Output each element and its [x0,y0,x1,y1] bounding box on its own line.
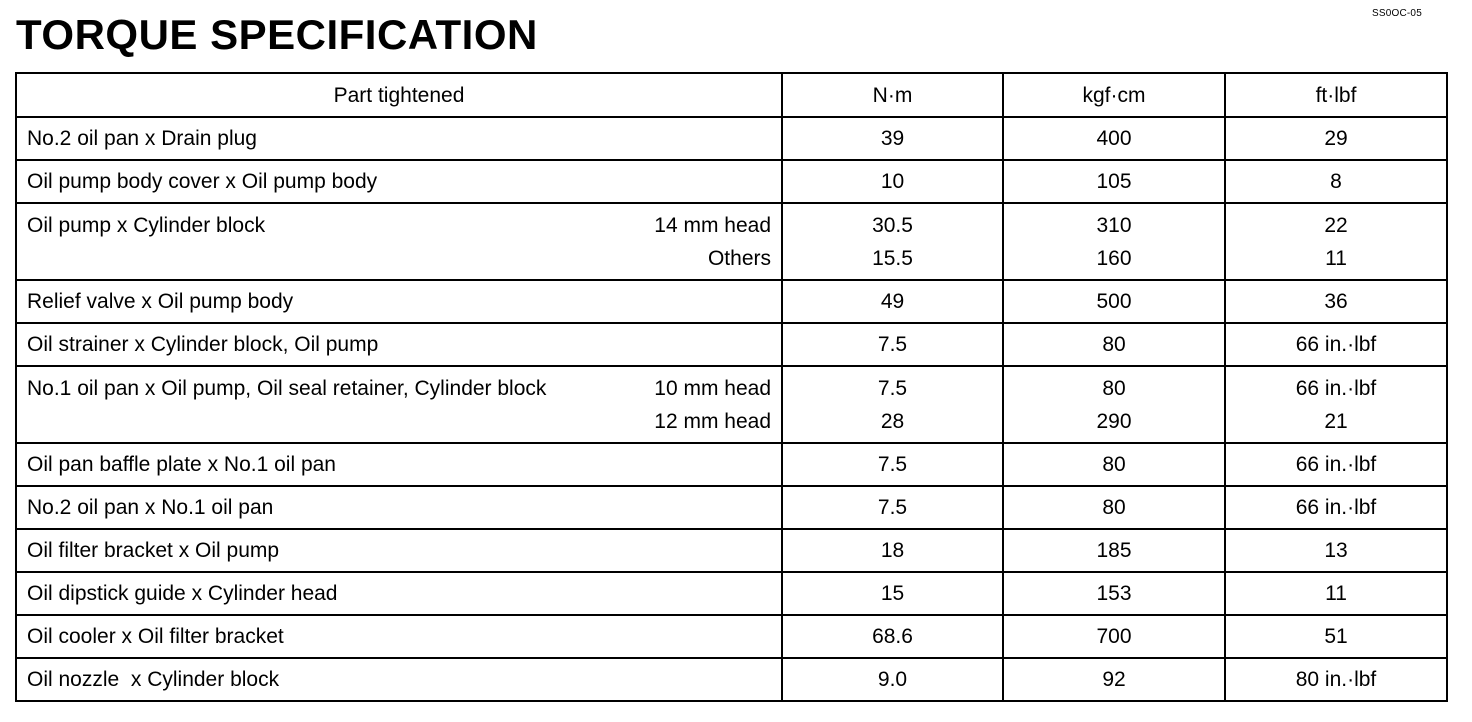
ftlbf-value: 66 in.·lbf [1295,376,1377,400]
kgfcm-value-cell [1003,366,1225,443]
doc-code: SS0OC-05 [1372,8,1422,19]
kgfcm-value-cell [1003,615,1225,658]
part-cell [16,280,782,323]
ftlbf-value-cell [1225,443,1447,486]
nm-value: 9.0 [877,668,908,691]
ftlbf-value-cell [1225,615,1447,658]
table-row [16,323,1447,366]
nm-value: 15.5 [872,246,913,270]
kgfcm-value: 80 [1102,333,1126,356]
ftlbf-value: 11 [1325,246,1347,270]
part-name: Oil dipstick guide x Cylinder head [27,582,338,605]
ftlbf-value: 22 [1324,213,1348,237]
kgfcm-value: 700 [1096,625,1132,648]
head-size-label: 10 mm head [654,376,771,400]
nm-value-cell [782,160,1003,203]
kgfcm-value-cell [1003,443,1225,486]
ftlbf-value: 29 [1324,127,1348,150]
kgfcm-value-cell [1003,160,1225,203]
part-name: Relief valve x Oil pump body [27,290,294,313]
part-cell [16,160,782,203]
nm-value-cell [782,443,1003,486]
nm-value: 68.6 [872,625,913,648]
kgfcm-value: 400 [1096,127,1132,150]
kgfcm-value-cell [1003,658,1225,701]
kgfcm-value: 160 [1096,246,1132,270]
ftlbf-value-cell [1225,572,1447,615]
nm-value-cell [782,117,1003,160]
nm-value: 15 [880,582,905,605]
nm-value: 7.5 [877,376,908,400]
kgfcm-value-cell [1003,572,1225,615]
header-part-tightened: Part tightened [16,73,782,117]
nm-value-cell [782,366,1003,443]
ftlbf-value: 11 [1325,582,1347,605]
part-cell [16,615,782,658]
ftlbf-value-cell [1225,658,1447,701]
table-row [16,366,1447,443]
kgfcm-value: 310 [1096,213,1132,237]
nm-value: 10 [880,170,905,193]
part-name: Oil pump body cover x Oil pump body [27,170,378,193]
ftlbf-value-cell [1225,203,1447,280]
kgfcm-value: 80 [1102,453,1126,476]
ftlbf-value-cell [1225,486,1447,529]
table-row [16,486,1447,529]
nm-value: 7.5 [877,496,908,519]
head-size-label: Others [707,246,771,270]
part-cell [16,366,782,443]
table-row [16,160,1447,203]
kgfcm-value: 153 [1096,582,1132,605]
ftlbf-value: 66 in.·lbf [1295,496,1377,519]
part-cell [16,658,782,701]
head-size-qualifiers [654,372,771,438]
ftlbf-value: 51 [1324,625,1348,648]
head-size-qualifiers [654,209,771,275]
kgfcm-value: 185 [1096,539,1132,562]
table-row [16,529,1447,572]
ftlbf-value-cell [1225,323,1447,366]
header-nm: N·m [782,73,1003,117]
ftlbf-value-cell [1225,529,1447,572]
table-row [16,615,1447,658]
page-title: TORQUE SPECIFICATION [16,11,538,58]
nm-value-cell [782,203,1003,280]
kgfcm-value-cell [1003,529,1225,572]
table-row [16,203,1447,280]
kgfcm-value-cell [1003,486,1225,529]
part-name: No.2 oil pan x No.1 oil pan [27,496,274,519]
nm-value: 30.5 [872,213,913,237]
kgfcm-value: 290 [1096,409,1132,433]
part-cell [16,486,782,529]
head-size-label: 12 mm head [654,409,771,433]
nm-value: 18 [880,539,905,562]
header-kgfcm: kgf·cm [1003,73,1225,117]
nm-value: 7.5 [877,333,908,356]
table-body [16,117,1447,701]
part-name: Oil filter bracket x Oil pump [27,539,280,562]
kgfcm-value: 105 [1096,170,1132,193]
part-cell [16,443,782,486]
kgfcm-value-cell [1003,280,1225,323]
ftlbf-value: 36 [1324,290,1348,313]
nm-value-cell [782,658,1003,701]
table-row [16,658,1447,701]
table-row [16,572,1447,615]
nm-value-cell [782,486,1003,529]
part-name: Oil cooler x Oil filter bracket [27,625,284,648]
kgfcm-value-cell [1003,203,1225,280]
nm-value-cell [782,529,1003,572]
ftlbf-value: 66 in.·lbf [1295,453,1377,476]
part-cell [16,529,782,572]
ftlbf-value-cell [1225,366,1447,443]
nm-value: 7.5 [877,453,908,476]
kgfcm-value: 92 [1102,668,1126,691]
part-cell [16,323,782,366]
torque-table [15,72,1448,702]
ftlbf-value: 13 [1324,539,1348,562]
kgfcm-value-cell [1003,323,1225,366]
part-cell [16,203,782,280]
kgfcm-value: 500 [1096,290,1132,313]
part-name: Oil strainer x Cylinder block, Oil pump [27,333,379,356]
part-name: Oil pan baffle plate x No.1 oil pan [27,453,336,476]
ftlbf-value-cell [1225,117,1447,160]
ftlbf-value: 21 [1324,409,1348,433]
table-row [16,443,1447,486]
nm-value-cell [782,572,1003,615]
head-size-label: 14 mm head [654,213,771,237]
nm-value: 28 [880,409,905,433]
table-row [16,280,1447,323]
nm-value: 39 [880,127,905,150]
ftlbf-value-cell [1225,280,1447,323]
part-cell [16,572,782,615]
nm-value-cell [782,615,1003,658]
nm-value-cell [782,280,1003,323]
ftlbf-value: 80 in.·lbf [1295,668,1377,691]
part-cell [16,117,782,160]
ftlbf-value: 8 [1330,170,1342,193]
table-row [16,117,1447,160]
kgfcm-value-cell [1003,117,1225,160]
part-name: No.2 oil pan x Drain plug [27,127,257,150]
header-row [16,73,1447,117]
ftlbf-value: 66 in.·lbf [1295,333,1377,356]
part-name: Oil pump x Cylinder block [27,213,266,237]
kgfcm-value: 80 [1102,496,1126,519]
ftlbf-value-cell [1225,160,1447,203]
header-ftlbf: ft·lbf [1225,73,1447,117]
kgfcm-value: 80 [1102,376,1126,400]
part-name: Oil nozzle x Cylinder block [27,668,280,691]
nm-value: 49 [880,290,905,313]
part-name: No.1 oil pan x Oil pump, Oil seal retainer, Cylinder block [27,376,547,400]
nm-value-cell [782,323,1003,366]
